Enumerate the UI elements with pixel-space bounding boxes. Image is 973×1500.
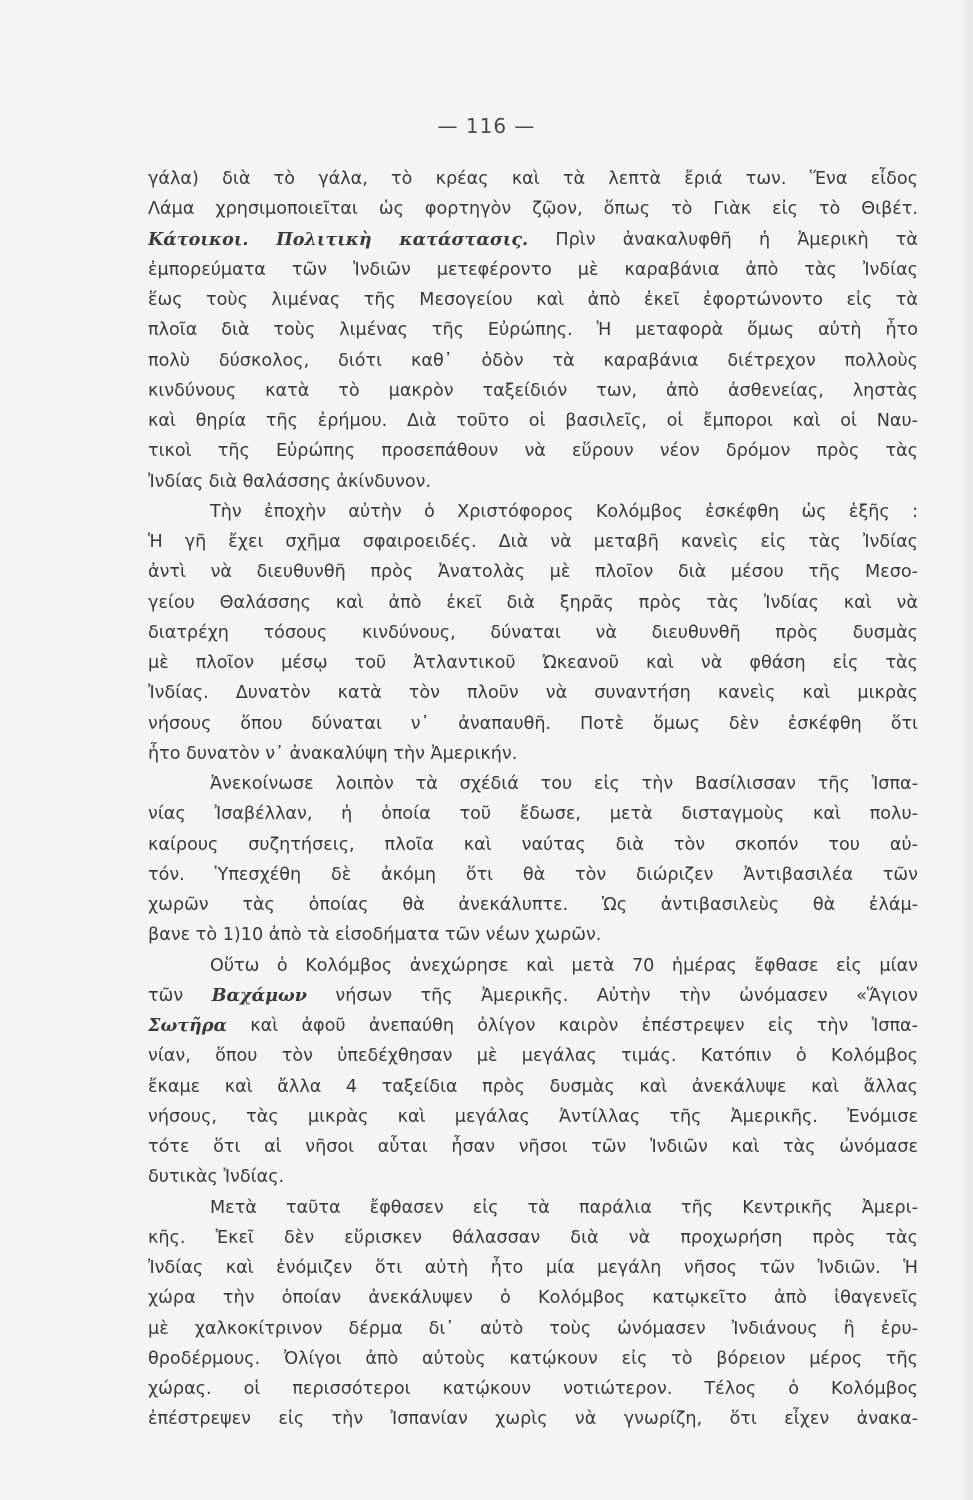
text-line [148, 1404, 918, 1434]
line-text: Ἰνδίας. Δυνατὸν κατὰ τὸν πλοῦν νὰ συναντήση κανεὶς καὶ μικρὰς [148, 683, 918, 704]
line-text: τότε ὅτι αἱ νῆσοι αὗται ἦσαν νῆσοι τῶν Ἰνδιῶν καὶ τὰς ὠνόμασε [148, 1137, 918, 1157]
line-text: κινδύνους κατὰ τὸ μακρὸν ταξείδιόν των, ἀπὸ ἀσθενείας, ληστὰς [148, 380, 918, 401]
text-line [148, 1314, 918, 1344]
body-text [148, 164, 918, 1435]
line-text: Οὕτω ὁ Κολόμβος ἀνεχώρησε καὶ μετὰ 70 ἡμέρας ἔφθασε εἰς μίαν [210, 955, 918, 976]
text-line [148, 315, 918, 345]
text-line [148, 1041, 918, 1071]
line-text: νήσους, τὰς μικρὰς καὶ μεγάλας Ἀντίλλας τῆς Ἀμερικῆς. Ἐνόμισε [148, 1106, 918, 1127]
text-line [148, 346, 918, 376]
line-text: ἕως τοὺς λιμένας τῆς Μεσογείου καὶ ἀπὸ ἐκεῖ ἐφορτώνοντο εἰς τὰ [148, 290, 918, 310]
line-text: γείου Θαλάσσης καὶ ἀπὸ ἐκεῖ διὰ ξηρᾶς πρὸς τὰς Ἰνδίας καὶ νὰ [148, 592, 918, 613]
line-text: χωρῶν τὰς ὁποίας θὰ ἀνεκάλυπτε. Ὡς ἀντιβασιλεὺς θὰ ἐλάμ- [148, 895, 918, 915]
line-text: Ἰνδίας καὶ ἐνόμιζεν ὅτι αὐτὴ ἦτο μία μεγάλη νῆσος τῶν Ἰνδιῶν. Ἡ [148, 1258, 918, 1278]
line-text: Τὴν ἐποχὴν αὐτὴν ὁ Χριστόφορος Κολόμβος ἐσκέφθη ὡς ἑξῆς : [210, 501, 918, 522]
text-line [148, 467, 918, 497]
text-line [148, 618, 918, 648]
line-text: Πρὶν ἀνακαλυφθῆ ἡ Ἀμερικὴ τὰ [528, 229, 918, 250]
text-line [148, 1253, 918, 1283]
text-line [148, 920, 918, 950]
text-line [148, 981, 918, 1011]
text-line [148, 1162, 918, 1192]
text-line [148, 527, 918, 557]
line-text: δυτικὰς Ἰνδίας. [148, 1167, 285, 1188]
line-text: νήσους ὅπου δύναται ν᾽ ἀναπαυθῆ. Ποτὲ ὅμως δὲν ἐσκέφθη ὅτι [148, 713, 918, 734]
text-line [148, 799, 918, 829]
page-number: — 116 — [437, 114, 536, 138]
text-line [148, 830, 918, 860]
emphasis-text: Κάτοικοι. Πολιτικὴ κατάστασις. [148, 228, 529, 250]
page-edge-shadow [959, 0, 973, 1500]
line-text: μὲ χαλκοκίτρινον δέρμα δι᾽ αὐτὸ τοὺς ὠνόμασεν Ἰνδιάνους ἢ ἐρυ- [148, 1318, 918, 1339]
text-line [148, 1102, 918, 1132]
text-line [148, 739, 918, 769]
text-line [148, 1344, 918, 1374]
line-text: ἦτο δυνατὸν ν᾽ ἀνακαλύψη τὴν Ἀμερικήν. [148, 743, 518, 764]
text-line [148, 1011, 918, 1041]
text-line [148, 769, 918, 799]
text-line [148, 1223, 918, 1253]
line-text: ἔκαμε καὶ ἄλλα 4 ταξείδια πρὸς δυσμὰς καὶ ἀνεκάλυψε καὶ ἄλλας [148, 1076, 918, 1097]
text-line [148, 1374, 918, 1404]
text-line [148, 678, 918, 708]
line-text: διατρέχη τόσους κινδύνους, δύναται νὰ διευθυνθῆ πρὸς δυσμὰς [148, 622, 918, 643]
line-text: θροδέρμους. Ὀλίγοι ἀπὸ αὐτοὺς κατῴκουν εἰς τὸ βόρειον μέρος τῆς [148, 1348, 918, 1369]
line-text: κῆς. Ἐκεῖ δὲν εὕρισκεν θάλασσαν διὰ νὰ προχωρήση πρὸς τὰς [148, 1227, 918, 1248]
line-text: πολὺ δύσκολος, διότι καθ᾽ ὁδὸν τὰ καραβάνια διέτρεχον πολλοὺς [148, 350, 918, 371]
text-line [148, 225, 918, 255]
text-line [148, 890, 918, 920]
line-text: νίαν, ὅπου τὸν ὑπεδέχθησαν μὲ μεγάλας τιμάς. Κατόπιν ὁ Κολόμβος [148, 1046, 918, 1067]
text-line [148, 497, 918, 527]
text-line [148, 194, 918, 224]
text-line [148, 1193, 918, 1223]
line-text: μὲ πλοῖον μέσῳ τοῦ Ἀτλαντικοῦ Ὠκεανοῦ καὶ νὰ φθάση εἰς τὰς [148, 653, 918, 673]
line-text: Ἡ γῆ ἔχει σχῆμα σφαιροειδές. Διὰ νὰ μεταβῆ κανεὶς εἰς τὰς Ἰνδίας [148, 532, 918, 552]
text-line [148, 255, 918, 285]
line-text: Ἀνεκοίνωσε λοιπὸν τὰ σχέδιά του εἰς τὴν Βασίλισσαν τῆς Ἰσπα- [210, 774, 918, 794]
line-text: ἀντὶ νὰ διευθυνθῆ πρὸς Ἀνατολὰς μὲ πλοῖον διὰ μέσου τῆς Μεσο- [148, 562, 918, 583]
line-text: τῶν [148, 985, 212, 1006]
text-line [148, 648, 918, 678]
line-text: Ἰνδίας διὰ θαλάσσης ἀκίνδυνον. [148, 471, 432, 492]
line-text: χώρα τὴν ὁποίαν ἀνεκάλυψεν ὁ Κολόμβος κατῳκεῖτο ἀπὸ ἰθαγενεῖς [148, 1288, 918, 1309]
text-line [148, 588, 918, 618]
line-text: καὶ ἀφοῦ ἀνεπαύθη ὀλίγον καιρὸν ἐπέστρεψεν εἰς τὴν Ἰσπα- [227, 1016, 918, 1036]
line-text: νίας Ἰσαβέλλαν, ἡ ὁποία τοῦ ἔδωσε, μετὰ δισταγμοὺς καὶ πολυ- [148, 804, 918, 825]
emphasis-text: Σωτῆρα [148, 1015, 228, 1036]
text-line [148, 951, 918, 981]
line-text: νήσων τῆς Ἀμερικῆς. Αὐτὴν τὴν ὠνόμασεν «Ἅγιον [306, 985, 918, 1006]
text-line [148, 376, 918, 406]
text-line [148, 709, 918, 739]
line-text: Μετὰ ταῦτα ἔφθασεν εἰς τὰ παράλια τῆς Κεντρικῆς Ἀμερι- [210, 1197, 918, 1218]
line-text: γάλα) διὰ τὸ γάλα, τὸ κρέας καὶ τὰ λεπτὰ ἔριά των. Ἕνα εἶδος [148, 169, 918, 189]
line-text: τόν. Ὑπεσχέθη δὲ ἀκόμη ὅτι θὰ τὸν διώριζεν Ἀντιβασιλέα τῶν [148, 864, 918, 885]
emphasis-text: Βαχάμων [211, 984, 307, 1006]
text-line [148, 1072, 918, 1102]
text-line [148, 164, 918, 194]
text-line [148, 285, 918, 315]
line-text: χώρας. οἱ περισσότεροι κατῴκουν νοτιώτερον. Τέλος ὁ Κολόμβος [148, 1379, 918, 1399]
text-line [148, 436, 918, 466]
line-text: καὶ θηρία τῆς ἐρήμου. Διὰ τοῦτο οἱ βασιλεῖς, οἱ ἔμποροι καὶ οἱ Ναυ- [148, 411, 918, 431]
line-text: ἐμπορεύματα τῶν Ἰνδιῶν μετεφέροντο μὲ καραβάνια ἀπὸ τὰς Ἰνδίας [148, 259, 918, 280]
line-text: καίρους συζητήσεις, πλοῖα καὶ ναύτας διὰ τὸν σκοπόν του αὐ- [148, 834, 918, 855]
text-line [148, 406, 918, 436]
line-text: ἐπέστρεψεν εἰς τὴν Ἰσπανίαν χωρὶς νὰ γνωρίζη, ὅτι εἶχεν ἀνακα- [148, 1409, 918, 1430]
text-line [148, 860, 918, 890]
text-line [148, 1283, 918, 1313]
text-line [148, 557, 918, 587]
line-text: βανε τὸ 1)10 ἀπὸ τὰ εἰσοδήματα τῶν νέων χωρῶν. [148, 925, 602, 946]
line-text: τικοὶ τῆς Εὐρώπης προσεπάθουν νὰ εὕρουν νέον δρόμον πρὸς τὰς [148, 441, 918, 462]
line-text: πλοῖα διὰ τοὺς λιμένας τῆς Εὐρώπης. Ἡ μεταφορὰ ὅμως αὐτὴ ἦτο [148, 320, 918, 341]
line-text: Λάμα χρησιμοποιεῖται ὡς φορτηγὸν ζῷον, ὅπως τὸ Γιὰκ εἰς τὸ Θιβέτ. [148, 199, 918, 220]
text-line [148, 1132, 918, 1162]
